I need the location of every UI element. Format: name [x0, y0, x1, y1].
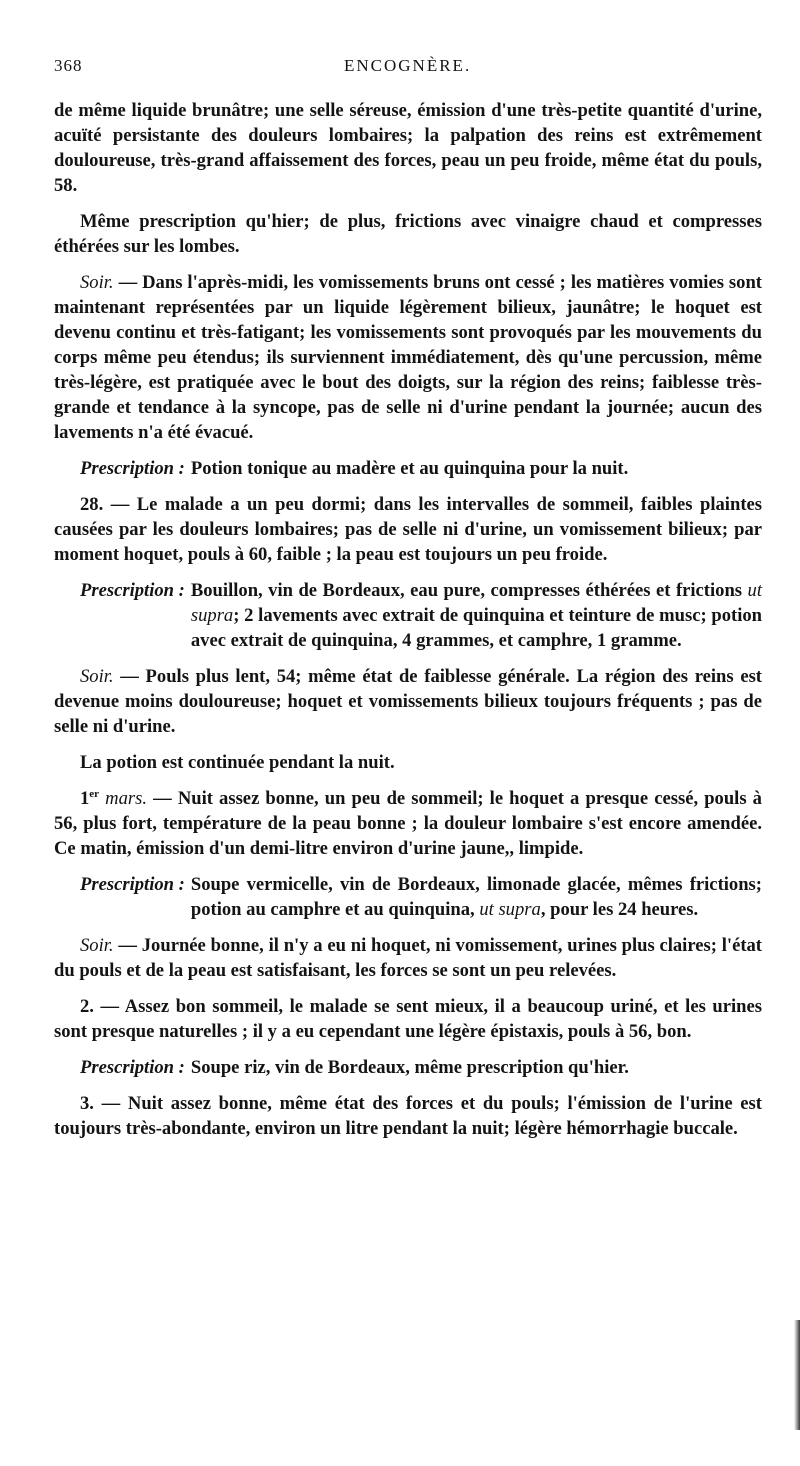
prescription-text: Soupe riz, vin de Bordeaux, même prescription qu'hier. — [190, 1057, 629, 1078]
prescription-fragment: Soupe vermicelle, vin de Bordeaux, limonade glacée, mêmes frictions; potion au camphre et au quinquina, — [190, 874, 762, 920]
page-number: 368 — [54, 56, 83, 75]
paragraph-text: — Journée bonne, il n'y a eu ni hoquet, ni vomissement, urines plus claires; l'état du pouls et de la peau est satisfaisant, les forces se sont un peu relevées. — [54, 935, 762, 981]
paragraph: de même liquide brunâtre; une selle séreuse, émission d'une très-petite quantité d'urine, acuïté persistante des douleurs lombaires; la palpation des reins est extrêmement douloureuse, très-grand affaissement des forces, peau un peu froide, même état du pouls, 58. — [54, 100, 762, 196]
paragraph: 28. — Le malade a un peu dormi; dans les intervalles de sommeil, faibles plaintes causées par les douleurs lombaires; pas de selle ni d'urine, un vomissement bilieux; par moment hoquet, pouls à 60, faible ; la peau est toujours un peu froide. — [54, 494, 762, 565]
prescription-label: Prescription : — [80, 874, 185, 895]
paragraph-evening — [54, 270, 762, 445]
month-label: mars. — [99, 788, 148, 809]
prescription-label: Prescription : — [80, 1057, 185, 1078]
paragraph-evening — [54, 664, 762, 739]
paragraph-text: — Pouls plus lent, 54; même état de faiblesse générale. La région des reins est devenue moins douloureuse; hoquet et vomissements bilieux toujours fréquents ; pas de selle ni d'urine. — [54, 666, 762, 737]
latin-phrase: ut supra — [190, 580, 762, 626]
evening-label: Soir. — [80, 272, 114, 293]
prescription-fragment: ; 2 lavements avec extrait de quinquina et teinture de musc; potion avec extrait de quinquina, 4 grammes, et camphre, 1 gramme. — [190, 605, 762, 651]
page-header — [54, 56, 762, 96]
scan-edge-shadow — [794, 1320, 800, 1430]
prescription-fragment: Bouillon, vin de Bordeaux, eau pure, compresses éthérées et frictions — [190, 580, 748, 601]
body-text — [54, 98, 762, 1141]
document-page — [54, 0, 762, 1141]
evening-label: Soir. — [80, 666, 114, 687]
paragraph: 2. — Assez bon sommeil, le malade se sent mieux, il a beaucoup uriné, et les urines sont presque naturelles ; il y a eu cependant une légère épistaxis, pouls à 56, bon. — [54, 996, 762, 1042]
paragraph: 3. — Nuit assez bonne, même état des forces et du pouls; l'émission de l'urine est toujours très-abondante, environ un litre pendant la nuit; légère hémorrhagie buccale. — [54, 1093, 762, 1139]
running-title: ENCOGNÈRE. — [344, 56, 472, 75]
prescription-text — [191, 578, 762, 653]
prescription-text — [191, 872, 762, 922]
paragraph-text: — Nuit assez bonne, un peu de sommeil; le hoquet a presque cessé, pouls à 56, plus fort, température de la peau bonne ; la douleur lombaire s'est encore amendée. Ce matin, émission d'un demi-litre environ d'urine jaune,, limpide. — [54, 788, 762, 859]
prescription-paragraph — [54, 456, 762, 481]
paragraph-text: — Dans l'après-midi, les vomissements bruns ont cessé ; les matières vomies sont maintenant représentées par un liquide légèrement bilieux, jaunâtre; le hoquet est devenu continu et très-fatigant; les vomissements sont provoqués par les mouvements du corps même peu étendus; ils surviennent immédiatement, dès qu'une percussion, même très-légère, est pratiquée avec le bout des doigts, sur la région des reins; faiblesse très-grande et tendance à la syncope, pas de selle ni d'urine pendant la journée; aucun des lavements n'a été évacué. — [54, 272, 762, 443]
latin-phrase: ut supra — [479, 899, 541, 920]
prescription-text: Potion tonique au madère et au quinquina pour la nuit. — [190, 458, 629, 479]
prescription-paragraph — [54, 1055, 762, 1080]
prescription-paragraph — [54, 578, 762, 653]
paragraph: La potion est continuée pendant la nuit. — [80, 752, 395, 773]
paragraph: Même prescription qu'hier; de plus, frictions avec vinaigre chaud et compresses éthérées sur les lombes. — [54, 211, 762, 257]
day-ordinal: er — [89, 787, 100, 800]
prescription-label: Prescription : — [80, 580, 185, 601]
evening-label: Soir. — [80, 935, 114, 956]
paragraph-evening — [54, 933, 762, 983]
prescription-paragraph — [54, 872, 762, 922]
prescription-label: Prescription : — [80, 458, 185, 479]
paragraph-dated — [54, 786, 762, 861]
prescription-fragment: , pour les 24 heures. — [540, 899, 699, 920]
day-number: 1 — [80, 788, 90, 809]
